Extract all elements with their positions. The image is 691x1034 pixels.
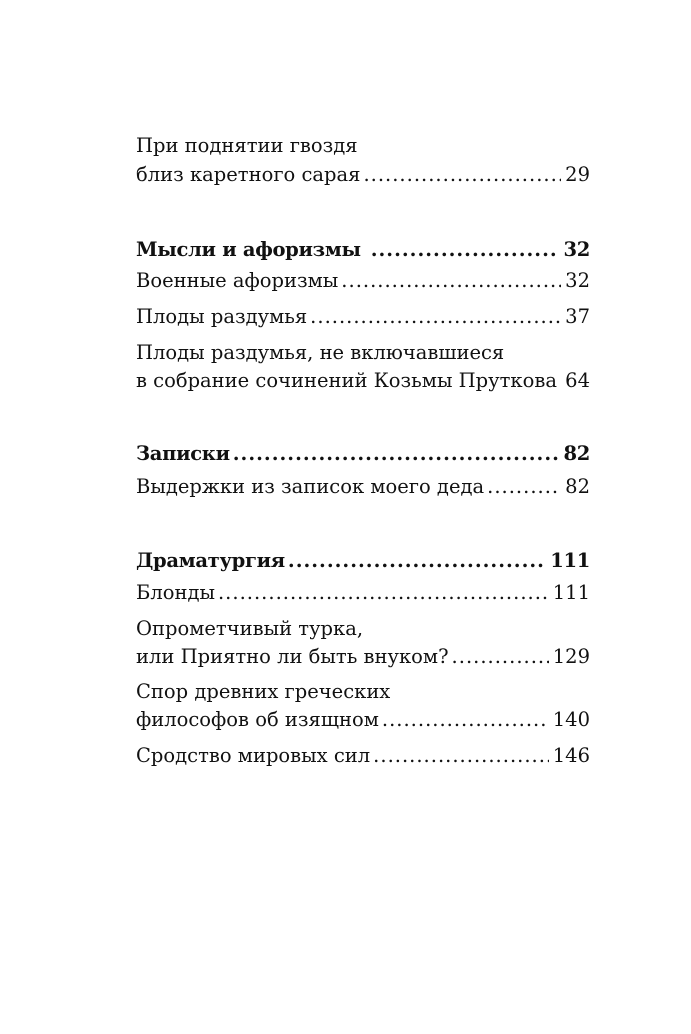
- toc-entry-8-line2: философов об изящном: [136, 708, 379, 731]
- toc-section-drama[interactable]: [136, 546, 590, 576]
- leader-dots: [233, 439, 560, 469]
- entry-page: 111: [552, 581, 590, 604]
- entry-page: 82: [565, 475, 590, 498]
- toc-entry-8[interactable]: [136, 705, 590, 735]
- toc-entry-1-page: 29: [565, 163, 590, 186]
- toc-entry-7-line2: или Приятно ли быть внуком?: [136, 645, 449, 668]
- toc-entry-7[interactable]: [136, 642, 590, 672]
- toc-entry-1[interactable]: [136, 160, 590, 190]
- toc-entry-4[interactable]: [136, 366, 590, 396]
- leader-dots: [382, 705, 549, 735]
- entry-page: 140: [552, 708, 590, 731]
- toc-entry-9[interactable]: [136, 741, 590, 771]
- leader-dots: [310, 302, 561, 332]
- leader-dots: [560, 366, 561, 396]
- toc-entry-4-line1: Плоды раздумья, не включавшиеся: [136, 341, 505, 364]
- toc-section-thoughts[interactable]: [136, 235, 590, 265]
- section-title: Записки: [136, 442, 230, 465]
- leader-dots: [371, 235, 560, 265]
- entry-page: 129: [552, 645, 590, 668]
- entry-page: 37: [565, 305, 590, 328]
- section-title: Мысли и афоризмы: [136, 238, 361, 261]
- section-title: Драматургия: [136, 549, 285, 572]
- section-page: 32: [563, 238, 590, 261]
- entry-title: Выдержки из записок моего деда: [136, 475, 485, 498]
- toc-entry-8-line1: Спор древних греческих: [136, 680, 391, 703]
- entry-title: Плоды раздумья: [136, 305, 308, 328]
- toc-entry-5[interactable]: [136, 472, 590, 502]
- section-page: 82: [563, 442, 590, 465]
- entry-title: Блонды: [136, 581, 215, 604]
- toc-section-notes[interactable]: [136, 439, 590, 469]
- entry-page: 146: [552, 744, 590, 767]
- toc-entry-3[interactable]: [136, 302, 590, 332]
- leader-dots: [373, 741, 549, 771]
- section-page: 111: [550, 549, 590, 572]
- toc-entry-6[interactable]: [136, 578, 590, 608]
- entry-title: Военные афоризмы: [136, 269, 339, 292]
- leader-dots: [341, 266, 561, 296]
- toc-entry-1-line1: При поднятии гвоздя: [136, 134, 358, 157]
- leader-dots: [363, 160, 561, 190]
- leader-dots: [288, 546, 546, 576]
- leader-dots: [452, 642, 549, 672]
- toc-entry-2[interactable]: [136, 266, 590, 296]
- entry-page: 32: [565, 269, 590, 292]
- entry-page: 64: [565, 369, 590, 392]
- leader-dots: [487, 472, 561, 502]
- toc-entry-4-line2: в собрание сочинений Козьмы Пруткова: [136, 369, 557, 392]
- leader-dots: [218, 578, 549, 608]
- entry-title: Сродство мировых сил: [136, 744, 371, 767]
- toc-entry-1-line2: близ каретного сарая: [136, 163, 361, 186]
- toc-entry-7-line1: Опрометчивый турка,: [136, 617, 364, 640]
